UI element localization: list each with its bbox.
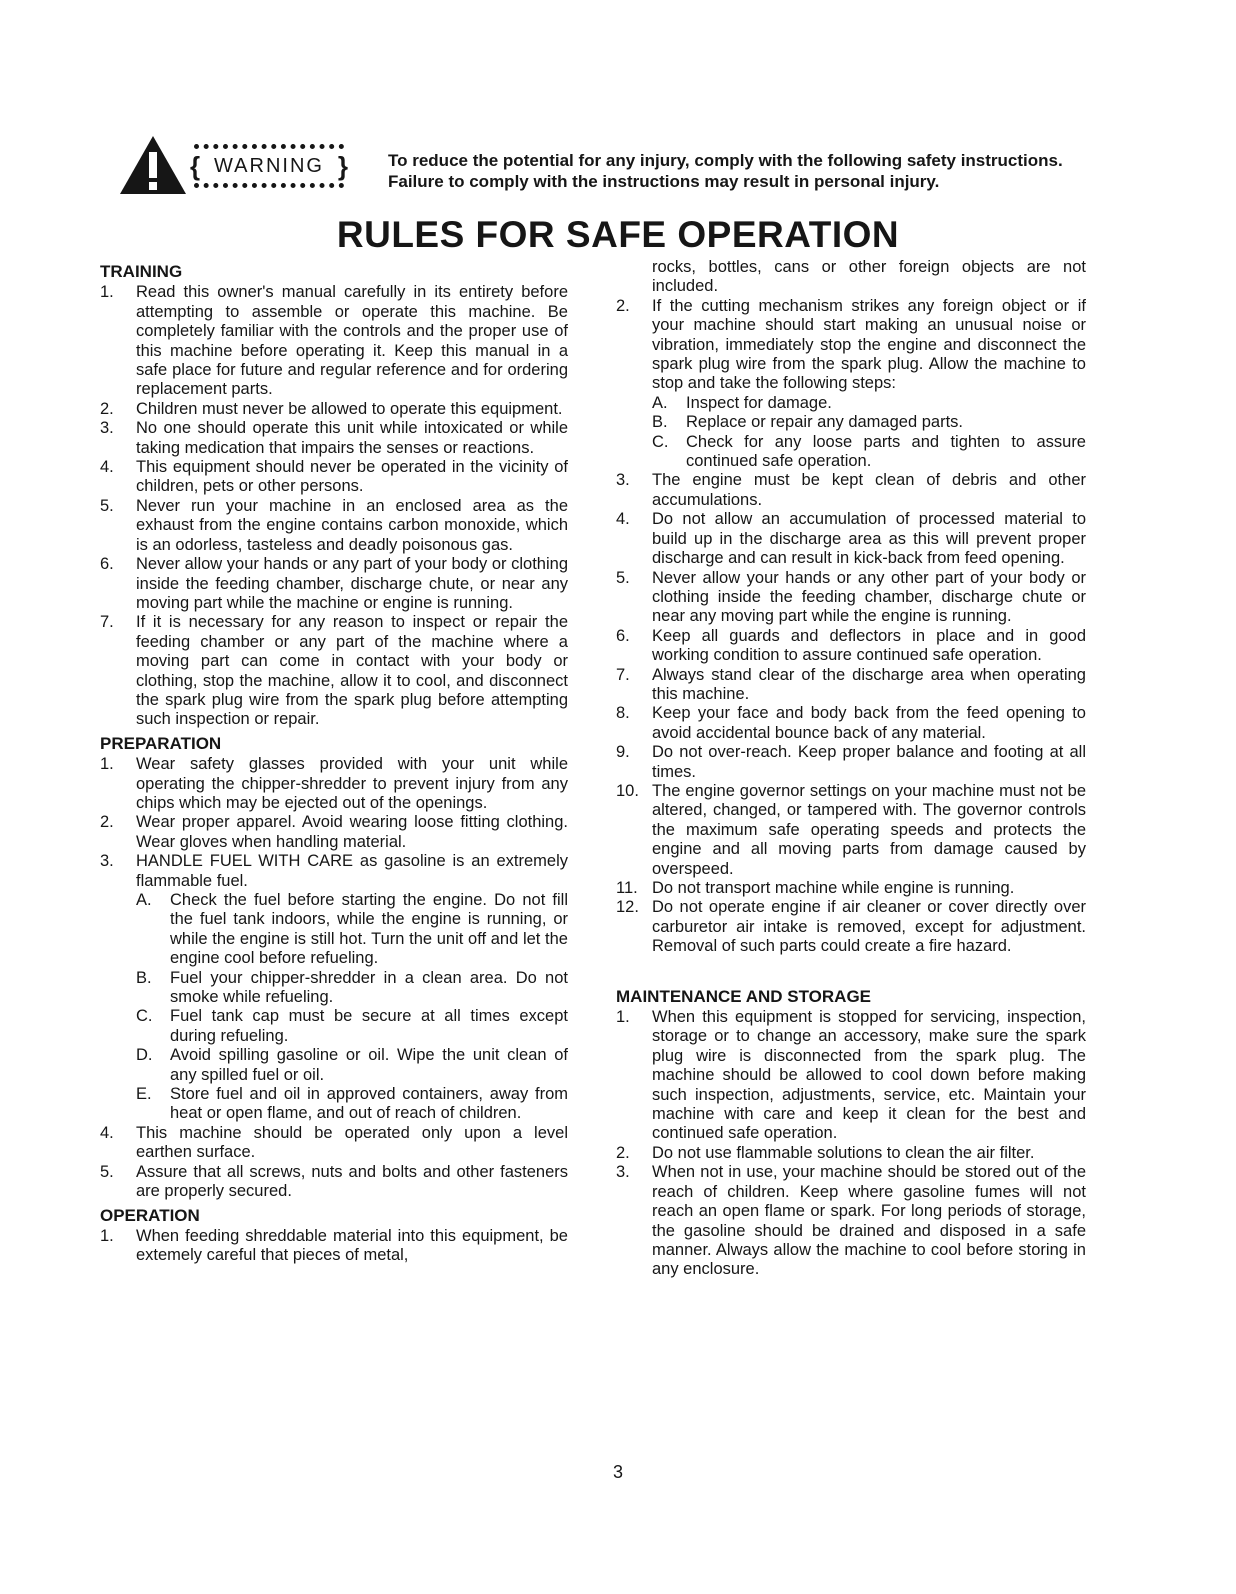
item-body [652,297,1086,472]
sub-item [652,433,1086,472]
item-text: Children must never be allowed to operate this equipment. [136,399,563,418]
sub-item-letter: E. [136,1085,152,1104]
list-item [616,1144,1086,1163]
section-heading-preparation: PREPARATION [100,733,222,753]
warning-text: To reduce the potential for any injury, comply with the following safety instructions. Failure to comply with the instructions may result in personal injury. [388,151,1063,191]
sub-item [136,1085,568,1124]
list-item [100,852,568,1124]
item-text: Do not over-reach. Keep proper balance and footing at all times. [652,743,1086,781]
sub-item-letter: B. [136,968,152,987]
warning-label-box [190,144,348,188]
item-text: This equipment should never be operated in the vicinity of children, pets or other persons. [136,458,568,496]
item-number: 1. [616,1008,630,1027]
section-heading-training: TRAINING [100,262,183,281]
warning-label: WARNING [214,154,324,177]
item-text: This machine should be operated only upon a level earthen surface. [136,1123,568,1162]
item-text: Do not use flammable solutions to clean the air filter. [652,1143,1035,1162]
item-text: Read this owner's manual carefully in its entirety before attempting to assemble or operate this machine. Be completely familiar with the controls and the proper use of this machine before operating it. Keep this manual in a safe place for future and regular reference and for ordering replacement parts. [136,283,568,399]
item-text: The engine governor settings on your machine must not be altered, changed, or tampered with. The governor controls the maximum safe operating speeds and protects the engine and all moving parts from damage caused by overspeed. [652,781,1086,878]
item-number: 12. [616,898,639,917]
list-item [616,898,1086,956]
item-number: 5. [100,496,114,515]
warning-triangle-icon [118,134,188,196]
item-number: 2. [100,399,114,418]
list-item [100,755,568,813]
list-item [616,666,1086,705]
sub-item [136,1007,568,1046]
list-item [616,569,1086,627]
item-text: Assure that all screws, nuts and bolts and other fasteners are properly secured. [136,1162,568,1201]
list-item [616,510,1086,568]
sub-item-letter: C. [652,432,669,451]
list-item [100,613,568,729]
list-item [616,782,1086,879]
list-item [100,1163,568,1202]
sub-item-text: Replace or repair any damaged parts. [686,413,963,432]
item-number: 2. [616,296,630,315]
item-number: 11. [616,879,638,897]
item-number: 4. [100,458,114,477]
list-item [616,704,1086,743]
list-item [616,1008,1086,1144]
list-item [100,458,568,497]
list-item [616,879,1086,898]
item-text: If the cutting mechanism strikes any foreign object or if your machine should start making an unusual noise or vibration, immediately stop the engine and disconnect the spark plug wire from the spark plug. Allow the machine to stop and take the following steps: [652,296,1086,393]
warning-block [110,132,1110,202]
item-number: 6. [100,555,114,574]
section-heading-maintenance: MAINTENANCE AND STORAGE [616,986,872,1006]
list-item [100,1227,568,1266]
item-text: If it is necessary for any reason to inspect or repair the feeding chamber or any part of the machine where a moving part can come in contact with your body or clothing, stop the machine, allow it to cool, and disconnect the spark plug wire from the spark plug before attempting such inspection or repair. [136,613,568,729]
sub-item-text: Inspect for damage. [686,393,832,412]
sub-item [136,969,568,1008]
sub-item [652,394,1086,413]
list-item [616,627,1086,666]
item-text: When feeding shreddable material into this equipment, be extemely careful that pieces of metal, [136,1226,568,1265]
item-number: 3. [616,471,630,490]
list-item [100,1124,568,1163]
list-item [100,400,568,419]
item-number: 5. [100,1162,114,1181]
sub-item-letter: A. [652,393,668,412]
sub-item-text: Store fuel and oil in approved containers, away from heat or open flame, and out of reach of children. [170,1085,568,1123]
list-item [100,419,568,458]
sub-item [136,891,568,969]
item-number: 3. [100,419,114,438]
item-text: Never run your machine in an enclosed area as the exhaust from the engine contains carbon monoxide, which is an odorless, tasteless and deadly poisonous gas. [136,496,568,554]
sub-item [136,1046,568,1085]
list-item [616,471,1086,510]
item-number: 4. [616,510,630,529]
item-number: 1. [100,1226,114,1245]
sub-item-text: Check for any loose parts and tighten to assure continued safe operation. [686,432,1086,471]
item-number: 1. [100,755,114,774]
sub-item-text: Fuel tank cap must be secure at all times except during refueling. [170,1007,568,1045]
item-text: Wear proper apparel. Avoid wearing loose fitting clothing. Wear gloves when handling material. [136,813,568,851]
item-number: 4. [100,1123,114,1142]
sub-item-text: Avoid spilling gasoline or oil. Wipe the unit clean of any spilled fuel or oil. [170,1046,568,1084]
item-text: When not in use, your machine should be stored out of the reach of children. Keep where gasoline fumes will not reach an open flame or spark. For long periods of storage, the gasoline should be drained and disposed in a safe manner. Always allow the machine to cool before storing in any enclosure. [652,1163,1086,1279]
item-number: 7. [100,613,114,632]
item-number: 3. [616,1163,630,1182]
item-number: 8. [616,704,630,723]
item-text: Do not allow an accumulation of processed material to build up in the discharge area as this will prevent proper discharge and can result in kick-back from feed opening. [652,510,1086,568]
sub-item-letter: D. [136,1046,153,1065]
item-text: HANDLE FUEL WITH CARE as gasoline is an extremely flammable fuel. [136,852,568,890]
item-text: Keep all guards and deflectors in place and in good working condition to assure continued safe operation. [652,626,1086,665]
item-text: The engine must be kept clean of debris and other accumulations. [652,471,1086,509]
item-number: 1. [100,283,114,302]
list-item [100,555,568,613]
sub-item [652,413,1086,432]
item-number: 6. [616,626,630,645]
brace-right-icon: } [337,151,348,181]
left-column [100,258,568,1266]
list-item [616,297,1086,472]
page-number: 3 [612,1462,623,1482]
item-continuation: rocks, bottles, cans or other foreign objects are not included. [652,258,1086,296]
right-column [616,258,1086,1280]
sub-item-letter: A. [136,891,152,909]
item-number: 5. [616,568,630,587]
sub-item-text: Fuel your chipper-shredder in a clean area. Do not smoke while refueling. [170,968,568,1007]
item-text: Do not operate engine if air cleaner or cover directly over carburetor air intake is removed, except for adjustment. Removal of such parts could create a fire hazard. [652,898,1086,956]
item-number: 9. [616,743,630,762]
item-text: No one should operate this unit while intoxicated or while taking medication that impairs the senses or reactions. [136,419,568,457]
item-number: 3. [100,852,114,871]
item-text: Never allow your hands or any part of your body or clothing inside the feeding chamber, discharge chute, or near any moving part while the machine or engine is running. [136,555,568,612]
item-text: Keep your face and body back from the feed opening to avoid accidental bounce back of any material. [652,704,1086,742]
item-number: 7. [616,665,630,684]
list-item [100,813,568,852]
sub-item-letter: C. [136,1007,153,1026]
item-number: 2. [100,813,114,832]
item-text: When this equipment is stopped for servicing, inspection, storage or to change an accessory, make sure the spark plug wire is disconnected from the spark plug. The machine should be allowed to cool down before making such inspection, adjustments, service, etc. Maintain your machine with care and keep it clean for the best and continued safe operation. [652,1008,1086,1143]
sub-item-text: Check the fuel before starting the engine. Do not fill the fuel tank indoors, while the engine is running, or while the engine is still hot. Turn the unit off and let the engine cool before refueling. [170,891,568,968]
item-number: 10. [616,781,639,800]
item-text: Never allow your hands or any other part of your body or clothing inside the feeding chamber, discharge chute or near any moving part while the engine is running. [652,568,1086,626]
sub-item-letter: B. [652,413,668,432]
list-item [100,497,568,555]
item-text: Do not transport machine while engine is running. [652,879,1015,897]
brace-left-icon: { [190,151,201,181]
list-item [616,1163,1086,1279]
item-body [136,852,568,1124]
list-item [616,743,1086,782]
section-heading-operation: OPERATION [100,1205,200,1225]
list-item [100,283,568,399]
item-text: Always stand clear of the discharge area when operating this machine. [652,665,1086,703]
item-text: Wear safety glasses provided with your unit while operating the chipper-shredder to prevent injury from any chips which may be ejected out of the openings. [136,755,568,812]
page-title: RULES FOR SAFE OPERATION [336,214,900,255]
item-number: 2. [616,1143,630,1162]
